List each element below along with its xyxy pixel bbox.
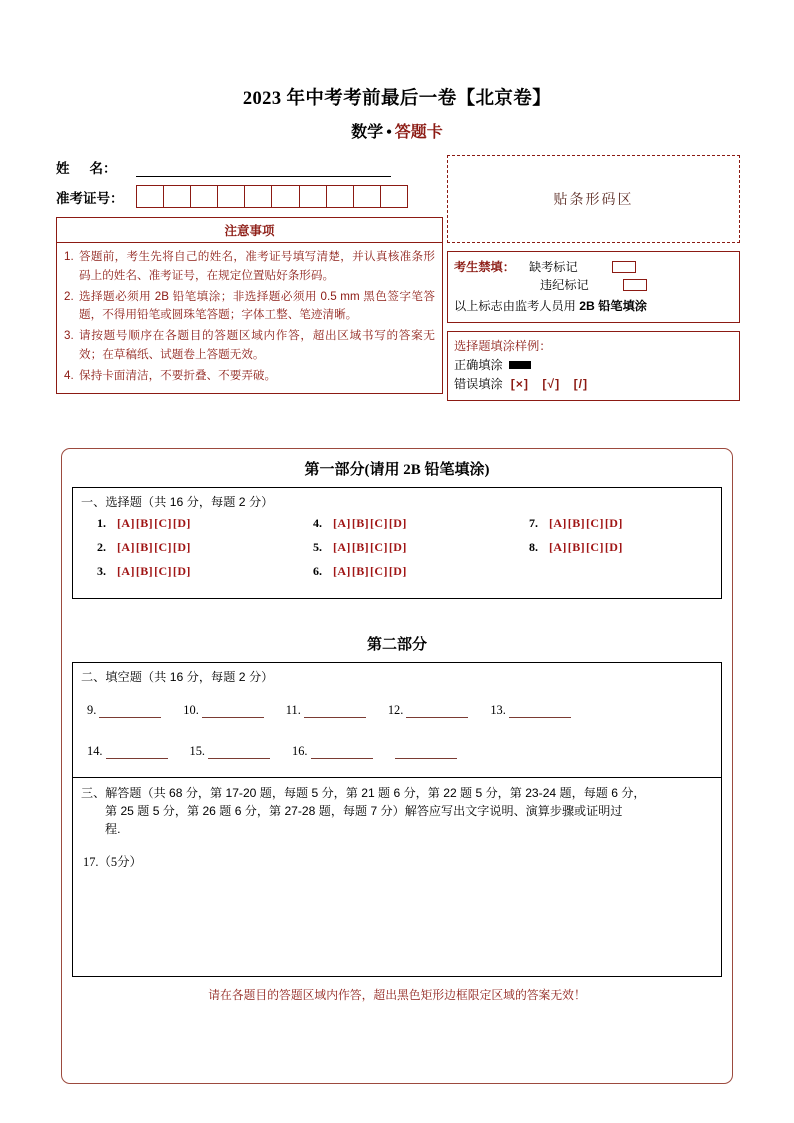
absent-mark-row bbox=[454, 258, 739, 276]
choice-row bbox=[97, 564, 289, 579]
forbidden-label: 考生禁填： bbox=[454, 260, 515, 274]
page-title: 2023 年中考考前最后一卷【北京卷】 bbox=[242, 89, 552, 109]
notice-item-number: 3. bbox=[64, 329, 74, 343]
blank-underline[interactable] bbox=[406, 706, 468, 718]
choice-row bbox=[97, 516, 289, 531]
option-b[interactable]: [B] bbox=[135, 540, 154, 554]
notice-item-number: 4. bbox=[64, 368, 74, 382]
choice-options[interactable] bbox=[549, 516, 624, 531]
blank-item bbox=[190, 744, 293, 759]
option-d[interactable]: [D] bbox=[388, 564, 407, 578]
option-b[interactable]: [B] bbox=[351, 516, 370, 530]
exam-id-label: 准考证号： bbox=[56, 190, 124, 206]
blank-item bbox=[183, 703, 286, 718]
option-d[interactable]: [D] bbox=[604, 540, 623, 554]
wrong-fill-marks bbox=[511, 375, 597, 394]
notice-item bbox=[64, 288, 435, 326]
solve-section-label bbox=[73, 778, 721, 840]
option-c[interactable]: [C] bbox=[154, 540, 172, 554]
blank-underline[interactable] bbox=[99, 706, 161, 718]
choice-row bbox=[97, 540, 289, 555]
option-d[interactable]: [D] bbox=[172, 540, 191, 554]
blank-number: 10. bbox=[183, 703, 199, 717]
blank-number: 16. bbox=[292, 744, 308, 758]
correct-fill-row bbox=[454, 356, 739, 375]
choice-number: 3. bbox=[97, 564, 106, 578]
violation-mark-label: 违纪标记 bbox=[540, 278, 589, 293]
notice-item bbox=[64, 367, 435, 386]
part-two-heading: 第二部分 bbox=[366, 637, 427, 653]
solve-label-line-3: 程. bbox=[105, 822, 121, 837]
option-d[interactable]: [D] bbox=[172, 516, 191, 530]
correct-fill-label: 正确填涂 bbox=[454, 357, 503, 372]
question-17-label: 17.（5分） bbox=[83, 855, 142, 870]
exam-id-cell[interactable] bbox=[381, 186, 407, 207]
option-d[interactable]: [D] bbox=[604, 516, 623, 530]
notice-title: 注意事项 bbox=[57, 218, 442, 243]
blank-number: 13. bbox=[490, 703, 506, 717]
fill-blank-row bbox=[73, 703, 721, 718]
blank-underline[interactable] bbox=[509, 706, 571, 718]
option-c[interactable]: [C] bbox=[586, 516, 604, 530]
violation-mark-row bbox=[454, 276, 739, 294]
proctor-note-emphasis: 2B 铅笔填涂 bbox=[579, 298, 647, 313]
option-a[interactable]: [A] bbox=[332, 516, 351, 530]
exam-id-cell[interactable] bbox=[272, 186, 299, 207]
option-c[interactable]: [C] bbox=[370, 540, 388, 554]
exam-id-cell[interactable] bbox=[137, 186, 164, 207]
choice-number: 5. bbox=[312, 540, 322, 554]
exam-id-cell[interactable] bbox=[245, 186, 272, 207]
option-d[interactable]: [D] bbox=[172, 564, 191, 578]
wrong-fill-label: 错误填涂 bbox=[454, 376, 503, 391]
name-label: 姓 名： bbox=[56, 161, 117, 176]
notice-item-text: 选择题必须用 2B 铅笔填涂；非选择题必须用 0.5 mm 黑色签字笔答题，不得用铅笔或圆珠笔答题；字体工整、笔迹清晰。 bbox=[79, 289, 435, 322]
option-a[interactable]: [A] bbox=[548, 540, 567, 554]
exam-id-cell[interactable] bbox=[164, 186, 191, 207]
name-field-row bbox=[56, 155, 443, 177]
exam-id-cell[interactable] bbox=[191, 186, 218, 207]
option-d[interactable]: [D] bbox=[388, 540, 407, 554]
choice-options[interactable] bbox=[117, 540, 192, 555]
choice-row bbox=[313, 540, 505, 555]
option-d[interactable]: [D] bbox=[388, 516, 407, 530]
blank-number: 11. bbox=[285, 703, 301, 717]
barcode-area-label: 贴条形码区 bbox=[553, 193, 634, 208]
proctor-note-prefix: 以上标志由监考人员用 bbox=[454, 298, 580, 313]
blank-underline[interactable] bbox=[304, 706, 366, 718]
option-a[interactable]: [A] bbox=[117, 516, 135, 530]
barcode-sticker-area bbox=[447, 155, 740, 243]
part-one-heading: 第一部分(请用 2B 铅笔填涂) bbox=[304, 462, 490, 478]
choice-options[interactable] bbox=[549, 540, 624, 555]
fill-sample-title: 选择题填涂样例： bbox=[454, 338, 552, 353]
proctor-note bbox=[454, 297, 739, 315]
choice-options[interactable] bbox=[117, 516, 192, 531]
violation-mark-checkbox[interactable] bbox=[623, 279, 647, 291]
proctor-marks-box bbox=[447, 251, 740, 323]
option-c[interactable]: [C] bbox=[154, 516, 172, 530]
choice-number: 4. bbox=[312, 516, 322, 530]
blank-underline[interactable] bbox=[395, 747, 457, 759]
blank-underline[interactable] bbox=[202, 706, 264, 718]
option-a[interactable]: [A] bbox=[548, 516, 567, 530]
fill-sample-box bbox=[447, 331, 740, 401]
option-b[interactable]: [B] bbox=[351, 540, 370, 554]
choice-row bbox=[313, 516, 505, 531]
header-right-column bbox=[447, 155, 740, 401]
choice-options[interactable] bbox=[333, 540, 408, 555]
notice-body bbox=[57, 243, 442, 393]
wrong-fill-row bbox=[454, 375, 739, 394]
absent-mark-label: 缺考标记 bbox=[528, 260, 578, 274]
name-input-line[interactable] bbox=[136, 161, 391, 177]
header-row bbox=[56, 155, 740, 401]
option-b[interactable]: [B] bbox=[135, 564, 154, 578]
choice-number: 7. bbox=[528, 516, 538, 530]
choice-options[interactable] bbox=[333, 564, 408, 579]
header-left-column bbox=[56, 155, 443, 401]
blank-item bbox=[87, 744, 190, 759]
blank-item bbox=[388, 703, 491, 718]
option-c[interactable]: [C] bbox=[370, 564, 388, 578]
multiple-choice-label: 一、选择题（共 16 分，每题 2 分） bbox=[81, 495, 274, 509]
multiple-choice-box bbox=[72, 487, 722, 599]
notice-item-number: 1. bbox=[64, 250, 74, 263]
notice-item-number: 2. bbox=[64, 289, 74, 303]
choice-options[interactable] bbox=[117, 564, 192, 579]
exam-id-boxes[interactable] bbox=[136, 185, 408, 208]
exam-id-cell[interactable] bbox=[354, 186, 381, 207]
blank-number: 14. bbox=[87, 744, 103, 758]
multiple-choice-grid bbox=[73, 512, 721, 598]
sheet-label: 答题卡 bbox=[394, 124, 443, 141]
notice-box bbox=[56, 217, 443, 394]
blank-underline[interactable] bbox=[311, 747, 373, 759]
wrong-mark-slash-icon: [/] bbox=[573, 376, 589, 391]
choice-number: 2. bbox=[97, 540, 106, 554]
choice-row bbox=[529, 540, 721, 555]
choice-number: 1. bbox=[97, 516, 106, 530]
title-separator: • bbox=[386, 124, 392, 141]
option-a[interactable]: [A] bbox=[332, 564, 351, 578]
solve-question-box bbox=[72, 777, 722, 977]
solve-label-line-2: 第 25 题 5 分，第 26 题 6 分，第 27-28 题，每题 7 分）解答应写出文字说明、演算步骤或证明过 bbox=[105, 804, 623, 819]
notice-item bbox=[64, 248, 435, 286]
blank-item bbox=[490, 703, 593, 718]
blank-number: 12. bbox=[387, 703, 404, 717]
choice-row bbox=[529, 516, 721, 531]
option-a[interactable]: [A] bbox=[117, 540, 135, 554]
choice-options[interactable] bbox=[333, 516, 408, 531]
blank-item bbox=[87, 703, 183, 718]
choice-column bbox=[505, 516, 721, 588]
fill-blank-row bbox=[73, 744, 721, 759]
solve-label-line-1: 三、解答题（共 68 分，第 17-20 题，每题 5 分，第 21 题 6 分，第 22 题 5 分，第 23-24 题，每题 6 分， bbox=[81, 786, 646, 800]
page-title-block bbox=[0, 0, 794, 142]
notice-item-text: 请按题号顺序在各题目的答题区域内作答，超出区域书写的答案无效；在草稿纸、试题卷上答题无效。 bbox=[79, 329, 435, 361]
exam-id-cell[interactable] bbox=[327, 186, 354, 207]
option-c[interactable]: [C] bbox=[370, 516, 388, 530]
blank-underline[interactable] bbox=[208, 747, 270, 759]
exam-id-cell[interactable] bbox=[300, 186, 327, 207]
option-b[interactable]: [B] bbox=[351, 564, 370, 578]
exam-id-cell[interactable] bbox=[218, 186, 245, 207]
fill-blank-rows bbox=[73, 687, 721, 777]
choice-row bbox=[313, 564, 505, 579]
option-c[interactable]: [C] bbox=[154, 564, 172, 578]
blank-underline[interactable] bbox=[106, 747, 168, 759]
blank-number: 15. bbox=[189, 744, 205, 758]
main-answer-frame bbox=[61, 448, 733, 1084]
blank-number: 9. bbox=[87, 703, 97, 717]
wrong-mark-cross-icon: [×] bbox=[510, 376, 529, 391]
subject-label: 数学 bbox=[351, 124, 384, 141]
choice-number: 6. bbox=[312, 564, 322, 578]
wrong-mark-check-icon: [√] bbox=[542, 376, 561, 391]
choice-column bbox=[73, 516, 289, 588]
choice-number: 8. bbox=[528, 540, 538, 554]
option-b[interactable]: [B] bbox=[567, 516, 585, 530]
notice-item bbox=[64, 327, 435, 365]
choice-column bbox=[289, 516, 505, 588]
notice-item-text: 保持卡面清洁，不要折叠、不要弄破。 bbox=[79, 368, 277, 382]
blank-item bbox=[286, 703, 388, 718]
option-a[interactable]: [A] bbox=[117, 564, 135, 578]
exam-id-row bbox=[56, 185, 443, 208]
fill-blank-label: 二、填空题（共 16 分，每题 2 分） bbox=[81, 670, 274, 684]
notice-item-text: 答题前，考生先将自己的姓名，准考证号填写清楚，并认真核准条形码上的姓名、准考证号，在规定位置贴好条形码。 bbox=[79, 250, 435, 282]
option-b[interactable]: [B] bbox=[567, 540, 585, 554]
fill-blank-box bbox=[72, 662, 722, 778]
option-a[interactable]: [A] bbox=[332, 540, 351, 554]
option-b[interactable]: [B] bbox=[135, 516, 154, 530]
page-subtitle bbox=[0, 119, 794, 142]
footer-note: 请在各题目的答题区域内作答，超出黑色矩形边框限定区域的答案无效！ bbox=[208, 988, 586, 1002]
blank-item bbox=[292, 744, 479, 759]
absent-mark-checkbox[interactable] bbox=[612, 261, 636, 273]
correct-fill-swatch-icon bbox=[509, 361, 531, 369]
option-c[interactable]: [C] bbox=[586, 540, 604, 554]
